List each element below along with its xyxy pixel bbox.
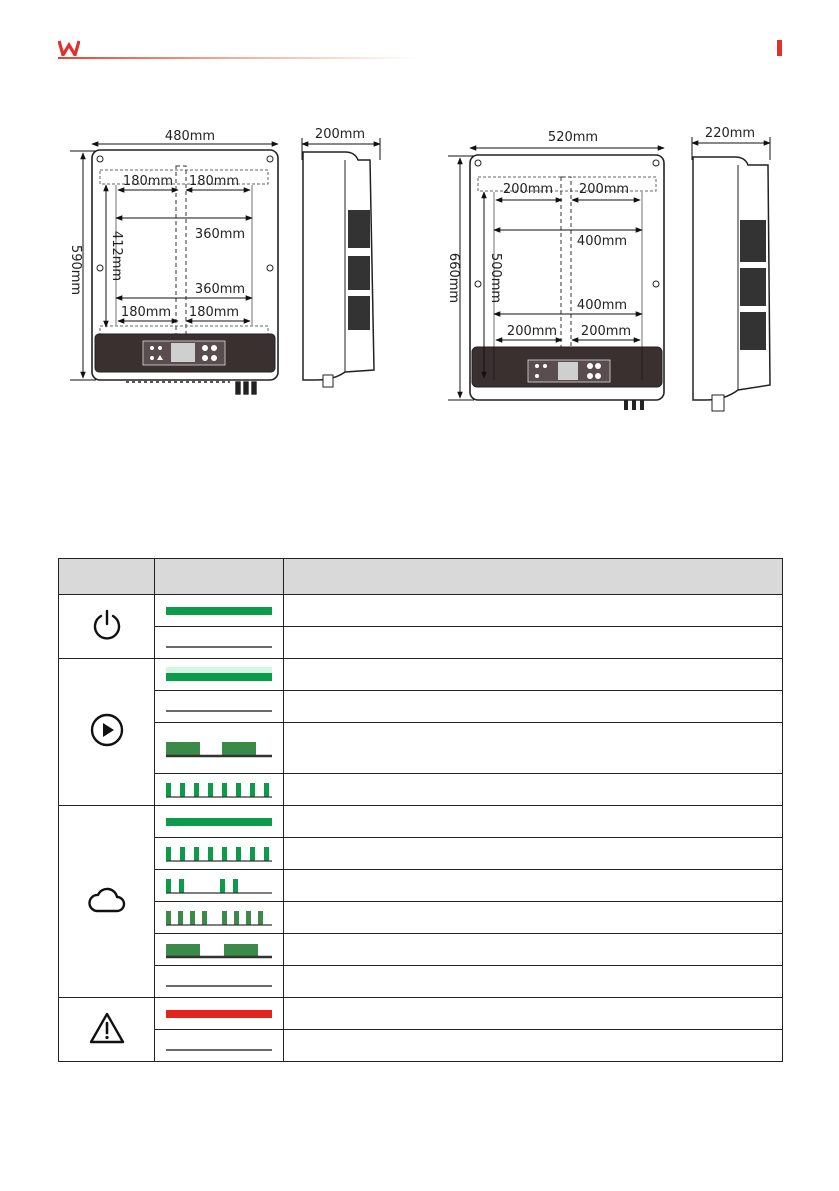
description-cell — [284, 627, 783, 659]
header-description — [284, 559, 783, 595]
run-indicator-cell — [59, 659, 155, 806]
left-side-view-drawing — [296, 120, 386, 400]
top-left-spacing-large: 200mm — [502, 182, 554, 197]
led-pattern-fast-blink — [155, 774, 284, 806]
bottom-left-spacing-large: 200mm — [506, 324, 558, 339]
table-header-row — [59, 559, 783, 595]
fault-indicator-cell — [59, 998, 155, 1062]
description-cell — [284, 998, 783, 1030]
power-indicator-cell — [59, 595, 155, 659]
page-header — [0, 0, 839, 70]
led-pattern-slow-blink — [155, 934, 284, 966]
width-label-large: 520mm — [547, 130, 599, 145]
top-left-spacing: 180mm — [122, 174, 174, 189]
led-pattern-solid-green — [155, 595, 284, 627]
table-row — [59, 723, 783, 774]
table-row — [59, 774, 783, 806]
bottom-total-spacing: 360mm — [194, 282, 246, 297]
table-row — [59, 595, 783, 627]
led-pattern-double-blink — [155, 870, 284, 902]
width-label: 480mm — [164, 129, 216, 144]
hole-vertical-label: 412mm — [109, 230, 124, 282]
description-cell — [284, 966, 783, 998]
height-label: 590mm — [68, 244, 83, 296]
bottom-right-spacing: 180mm — [188, 305, 240, 320]
led-pattern-off — [155, 966, 284, 998]
table-row — [59, 934, 783, 966]
table-row — [59, 870, 783, 902]
header-indicator — [59, 559, 155, 595]
description-cell — [284, 806, 783, 838]
led-pattern-solid-red — [155, 998, 284, 1030]
left-front-view-drawing — [60, 120, 290, 400]
table-row — [59, 998, 783, 1030]
hole-vertical-label-large: 500mm — [488, 252, 503, 304]
description-cell — [284, 1030, 783, 1062]
led-pattern-off — [155, 1030, 284, 1062]
header-status — [155, 559, 284, 595]
table-row — [59, 627, 783, 659]
table-row — [59, 966, 783, 998]
table-row — [59, 806, 783, 838]
side-depth-label-large: 220mm — [704, 126, 756, 141]
led-pattern-slow-blink — [155, 723, 284, 774]
right-front-view-drawing — [440, 120, 690, 410]
table-row — [59, 1030, 783, 1062]
table-row — [59, 838, 783, 870]
description-cell — [284, 595, 783, 627]
description-cell — [284, 838, 783, 870]
brand-logo — [58, 40, 80, 56]
top-total-spacing-large: 400mm — [576, 234, 628, 249]
bottom-right-spacing-large: 200mm — [580, 324, 632, 339]
description-cell — [284, 774, 783, 806]
right-side-view-drawing — [686, 120, 782, 425]
table-row — [59, 659, 783, 691]
led-indicator-table — [58, 558, 783, 1062]
power-icon — [90, 608, 124, 642]
description-cell — [284, 902, 783, 934]
height-label-large: 660mm — [446, 252, 461, 304]
table-row — [59, 902, 783, 934]
header-rule — [58, 57, 418, 59]
description-cell — [284, 691, 783, 723]
top-total-spacing: 360mm — [194, 227, 246, 242]
top-right-spacing-large: 200mm — [578, 182, 630, 197]
description-cell — [284, 659, 783, 691]
communication-indicator-cell — [59, 806, 155, 998]
play-icon — [89, 712, 125, 748]
led-pattern-fast-blink — [155, 838, 284, 870]
top-right-spacing: 180mm — [188, 174, 240, 189]
cloud-icon — [87, 885, 127, 915]
led-pattern-off — [155, 627, 284, 659]
page-edge-marker — [777, 40, 782, 56]
warning-icon — [88, 1011, 126, 1045]
led-pattern-off — [155, 691, 284, 723]
side-depth-label: 200mm — [314, 127, 366, 142]
bottom-total-spacing-large: 400mm — [576, 298, 628, 313]
led-pattern-quad-blink — [155, 902, 284, 934]
table-row — [59, 691, 783, 723]
description-cell — [284, 723, 783, 774]
description-cell — [284, 934, 783, 966]
bottom-left-spacing: 180mm — [120, 305, 172, 320]
led-pattern-breathing — [155, 659, 284, 691]
description-cell — [284, 870, 783, 902]
led-pattern-solid-green — [155, 806, 284, 838]
